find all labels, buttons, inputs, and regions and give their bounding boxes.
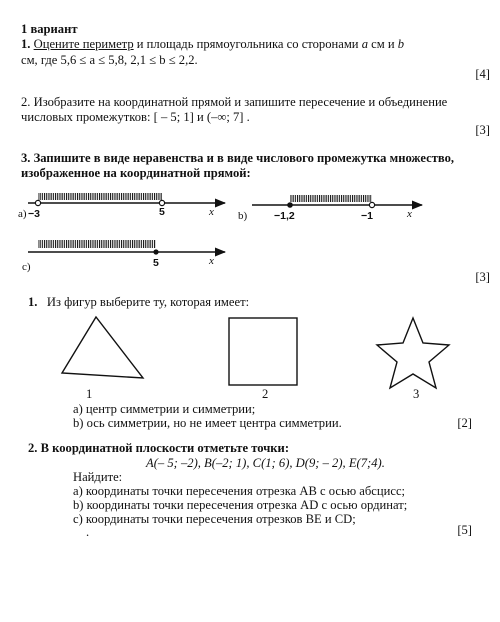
s2-task2-mark: [5] bbox=[457, 523, 472, 537]
number-line-a bbox=[18, 193, 225, 220]
task1-line2: см, где 5,6 ≤ a ≤ 5,8, 2,1 ≤ b ≤ 2,2. bbox=[21, 53, 198, 67]
s2-task1-item-b: b) ось симметрии, но не имеет центра симметрии. bbox=[73, 416, 342, 430]
task1-text: и площадь прямоугольника со сторонами bbox=[136, 37, 359, 51]
s2-task1-number: 1. bbox=[28, 295, 38, 309]
line-c-item-label: c) bbox=[22, 261, 31, 273]
line-b-left-label: −1,2 bbox=[274, 210, 295, 222]
task1-var-a: a bbox=[361, 37, 369, 51]
s2-task1-text: Из фигур выберите ту, которая имеет: bbox=[46, 295, 250, 309]
task3-line2: изображенное на координатной прямой: bbox=[21, 166, 251, 180]
square-figure bbox=[229, 318, 297, 385]
star-figure bbox=[377, 318, 449, 388]
task1-var-b: b bbox=[397, 37, 405, 51]
s2-task2-item-a: a) координаты точки пересечения отрезка AB с осью абсцисс; bbox=[73, 484, 406, 498]
figure-number-2: 2 bbox=[262, 387, 269, 401]
line-a-axis-label: x bbox=[209, 206, 214, 218]
line-b-right-label: −1 bbox=[361, 210, 373, 222]
line-c-right-label: 5 bbox=[153, 257, 159, 269]
line-c-axis-label: x bbox=[209, 255, 214, 267]
task2-mark: [3] bbox=[475, 123, 490, 137]
s2-task1-mark: [2] bbox=[457, 416, 472, 430]
line-a-right-label: 5 bbox=[159, 206, 165, 218]
s2-task2-item-c: c) координаты точки пересечения отрезков BE и CD; bbox=[73, 512, 356, 526]
variant-title: 1 вариант bbox=[21, 22, 78, 36]
s2-task2-find: Найдите: bbox=[73, 470, 123, 484]
figure-number-1: 1 bbox=[86, 387, 93, 401]
s2-task2-line1: 2. В координатной плоскости отметьте точки: bbox=[28, 441, 290, 455]
task3-mark: [3] bbox=[475, 270, 490, 284]
line-a-left-label: −3 bbox=[28, 208, 40, 220]
task1-cm-and: см и bbox=[371, 37, 395, 51]
s2-task1-item-a: a) центр симметрии и симметрии; bbox=[73, 402, 256, 416]
s2-task2-points: A(– 5; –2), B(–2; 1), C(1; 6), D(9; – 2), E(7;4). bbox=[146, 456, 385, 470]
number-line-c bbox=[22, 240, 225, 273]
line-a-item-label: a) bbox=[18, 208, 27, 220]
s2-task2-dot: . bbox=[86, 525, 90, 539]
figure-number-3: 3 bbox=[413, 387, 420, 401]
triangle-figure bbox=[62, 317, 143, 378]
task1-number: 1. bbox=[21, 37, 31, 51]
number-line-b bbox=[238, 195, 422, 222]
line-b-item-label: b) bbox=[238, 210, 248, 222]
line-b-axis-label: x bbox=[407, 208, 412, 220]
task2-line1: 2. Изобразите на координатной прямой и запишите пересечение и объединение bbox=[21, 95, 448, 109]
task1-mark: [4] bbox=[475, 67, 490, 81]
task3-line1: 3. Запишите в виде неравенства и в виде числового промежутка множество, bbox=[21, 151, 455, 165]
task2-line2: числовых промежутков: [ – 5; 1] и (–∞; 7] . bbox=[21, 110, 250, 124]
s2-task1-line bbox=[28, 295, 249, 309]
s2-task2-item-b: b) координаты точки пересечения отрезка AD с осью ординат; bbox=[73, 498, 408, 512]
task1-underlined: Оцените периметр bbox=[33, 37, 134, 51]
